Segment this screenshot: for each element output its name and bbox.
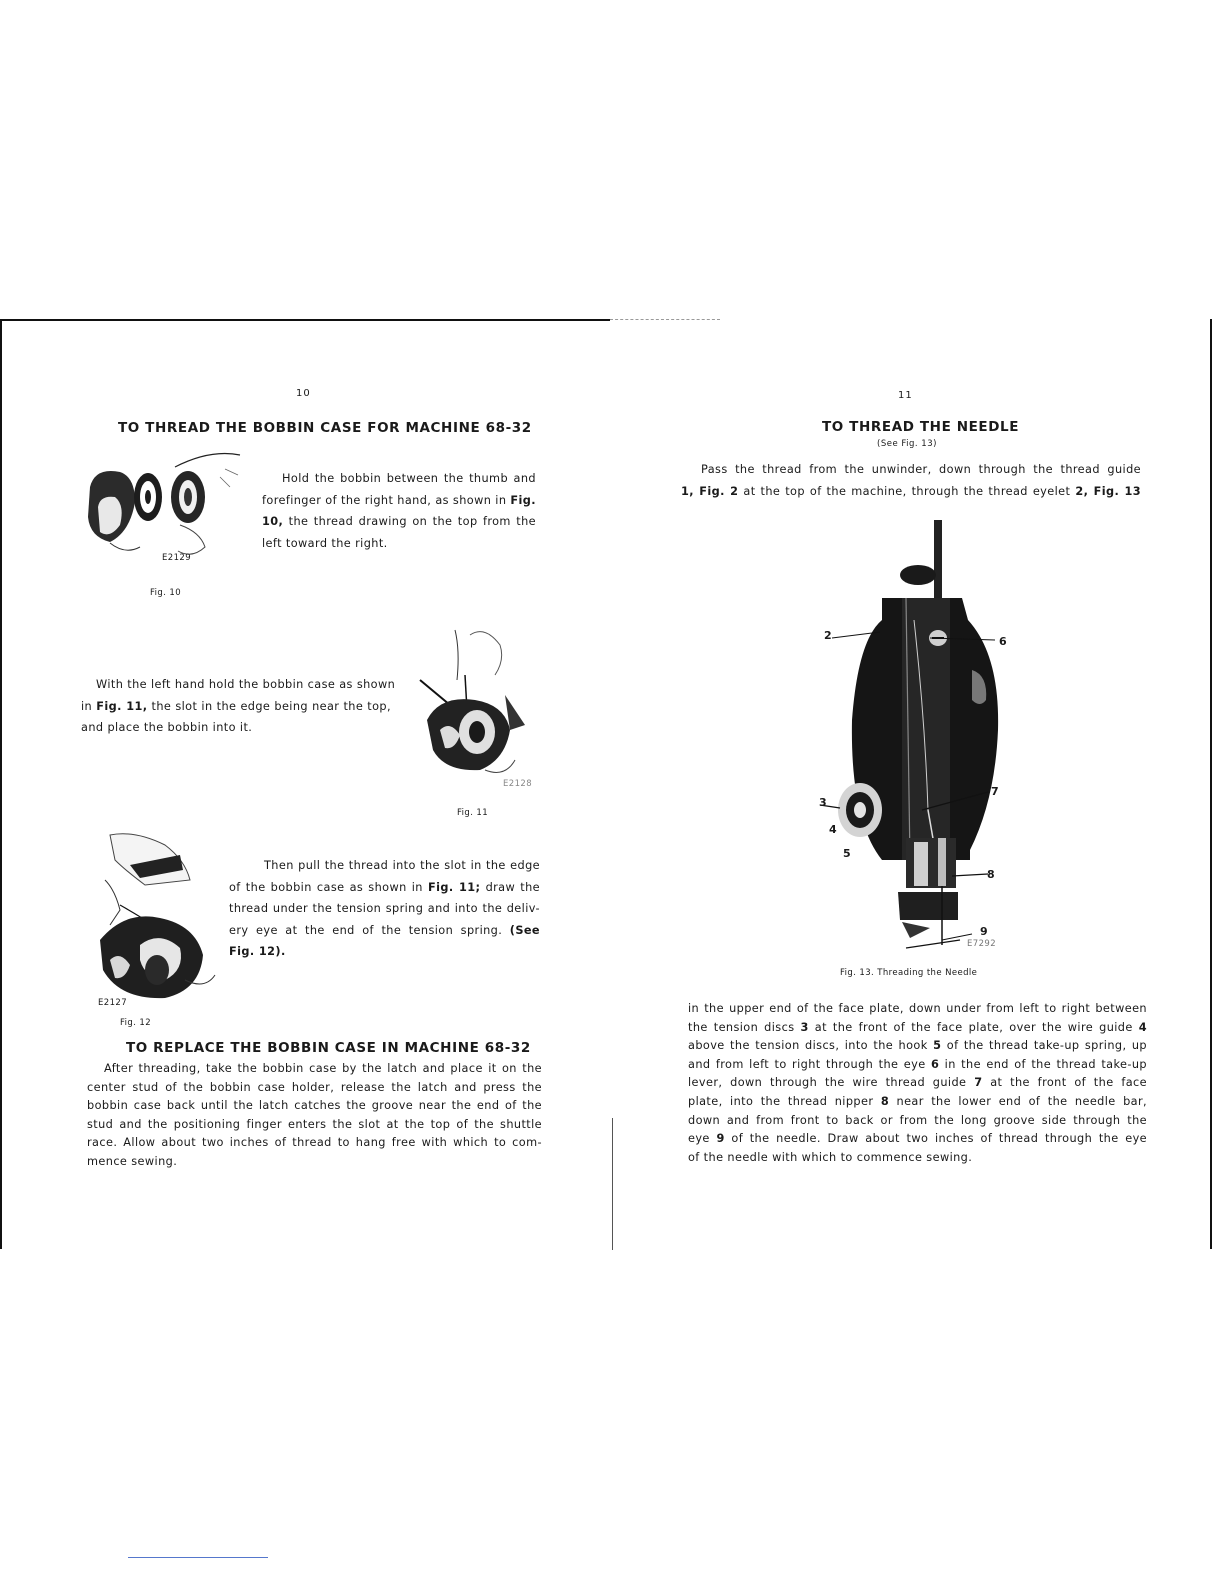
left-page-edge xyxy=(0,319,2,1249)
fig13-label-6: 6 xyxy=(999,635,1007,648)
fig13-label-8: 8 xyxy=(987,868,995,881)
top-rule-dashed xyxy=(610,319,720,320)
para-after-threading xyxy=(87,1060,542,1172)
fig13-label-7: 7 xyxy=(991,785,999,798)
text-line: plate, into the thread nipper 8 near the lower end of the needle bar, xyxy=(688,1094,1147,1108)
page-gutter xyxy=(612,1118,613,1250)
text-line: 10, the thread drawing on the top from the xyxy=(262,515,536,528)
text-line: race. Allow about two inches of thread to hang free with which to com- xyxy=(87,1136,542,1150)
text-line: in Fig. 11, the slot in the edge being near the top, xyxy=(81,699,391,713)
text-line: of the needle with which to commence sewing. xyxy=(688,1150,973,1164)
heading-replace-bobbin-case: TO REPLACE THE BOBBIN CASE IN MACHINE 68-32 xyxy=(126,1040,531,1056)
fig13-illustration xyxy=(810,520,1010,960)
fig13-label-2: 2 xyxy=(824,629,832,642)
heading-thread-bobbin-case: TO THREAD THE BOBBIN CASE FOR MACHINE 68-32 xyxy=(118,420,532,436)
subheading-see-fig13: (See Fig. 13) xyxy=(877,439,937,449)
fig12-caption: Fig. 12 xyxy=(120,1018,152,1028)
text-line: Pass the thread from the unwinder, down through the thread guide xyxy=(701,463,1141,476)
heading-thread-needle: TO THREAD THE NEEDLE xyxy=(822,419,1020,435)
text-line: and place the bobbin into it. xyxy=(81,721,253,734)
fig13-label-5: 5 xyxy=(843,847,851,860)
fig10-code: E2129 xyxy=(162,553,192,563)
fig13-code: E7292 xyxy=(967,939,997,949)
page-number-left: 10 xyxy=(296,388,311,399)
text-line: 1, Fig. 2 at the top of the machine, through the thread eyelet 2, Fig. 13 xyxy=(681,484,1141,498)
text-line: eye 9 of the needle. Draw about two inches of thread through the eye xyxy=(688,1132,1147,1146)
text-line: forefinger of the right hand, as shown in Fig. xyxy=(262,493,536,507)
text-line: Then pull the thread into the slot in the edge xyxy=(264,859,540,872)
text-line: With the left hand hold the bobbin case as shown xyxy=(96,678,396,691)
bottom-link-line xyxy=(128,1557,268,1558)
text-line: stud and the positioning finger enters the slot at the top of the shuttle xyxy=(87,1117,542,1131)
fig12-code: E2127 xyxy=(98,998,128,1008)
top-rule xyxy=(0,319,610,321)
fig13-label-4: 4 xyxy=(829,823,837,836)
page-number-right: 11 xyxy=(898,390,913,401)
text-line: Fig. 12). xyxy=(229,945,286,958)
text-line: the tension discs 3 at the front of the face plate, over the wire guide 4 xyxy=(688,1020,1147,1034)
right-page-edge xyxy=(1210,319,1212,1249)
fig11-caption: Fig. 11 xyxy=(457,808,489,818)
para-pull-thread xyxy=(229,855,540,963)
text-line: ery eye at the end of the tension spring. (See xyxy=(229,923,540,937)
text-line: and from left to right through the eye 6 in the end of the thread take-up xyxy=(688,1057,1147,1071)
fig12-illustration xyxy=(85,830,235,1010)
para-left-hand xyxy=(81,674,396,739)
text-line: Hold the bobbin between the thumb and xyxy=(282,472,536,485)
fig10-caption: Fig. 10 xyxy=(150,588,182,598)
fig11-illustration xyxy=(405,600,555,795)
text-line: bobbin case back until the latch catches the groove near the end of the xyxy=(87,1099,542,1113)
text-line: lever, down through the wire thread guide 7 at the front of the face xyxy=(688,1076,1147,1090)
text-line: left toward the right. xyxy=(262,536,388,550)
text-line: thread under the tension spring and into the deliv- xyxy=(229,902,540,915)
text-line: mence sewing. xyxy=(87,1154,178,1168)
text-line: center stud of the bobbin case holder, release the latch and press the xyxy=(87,1080,542,1094)
text-line: above the tension discs, into the hook 5 of the thread take-up spring, up xyxy=(688,1039,1147,1053)
fig11-code: E2128 xyxy=(503,779,533,789)
fig13-label-9: 9 xyxy=(980,925,988,938)
para-hold-bobbin xyxy=(262,468,536,554)
text-line: down and from front to back or from the long groove side through the xyxy=(688,1113,1147,1127)
fig13-caption: Fig. 13. Threading the Needle xyxy=(840,968,978,978)
text-line: in the upper end of the face plate, down under from left to right between xyxy=(688,1002,1147,1015)
text-line: After threading, take the bobbin case by the latch and place it on the xyxy=(104,1062,542,1075)
fig13-label-3: 3 xyxy=(819,796,827,809)
text-line: of the bobbin case as shown in Fig. 11; draw the xyxy=(229,880,540,894)
para-needle-threading xyxy=(688,1000,1147,1167)
para-pass-thread xyxy=(681,459,1141,502)
